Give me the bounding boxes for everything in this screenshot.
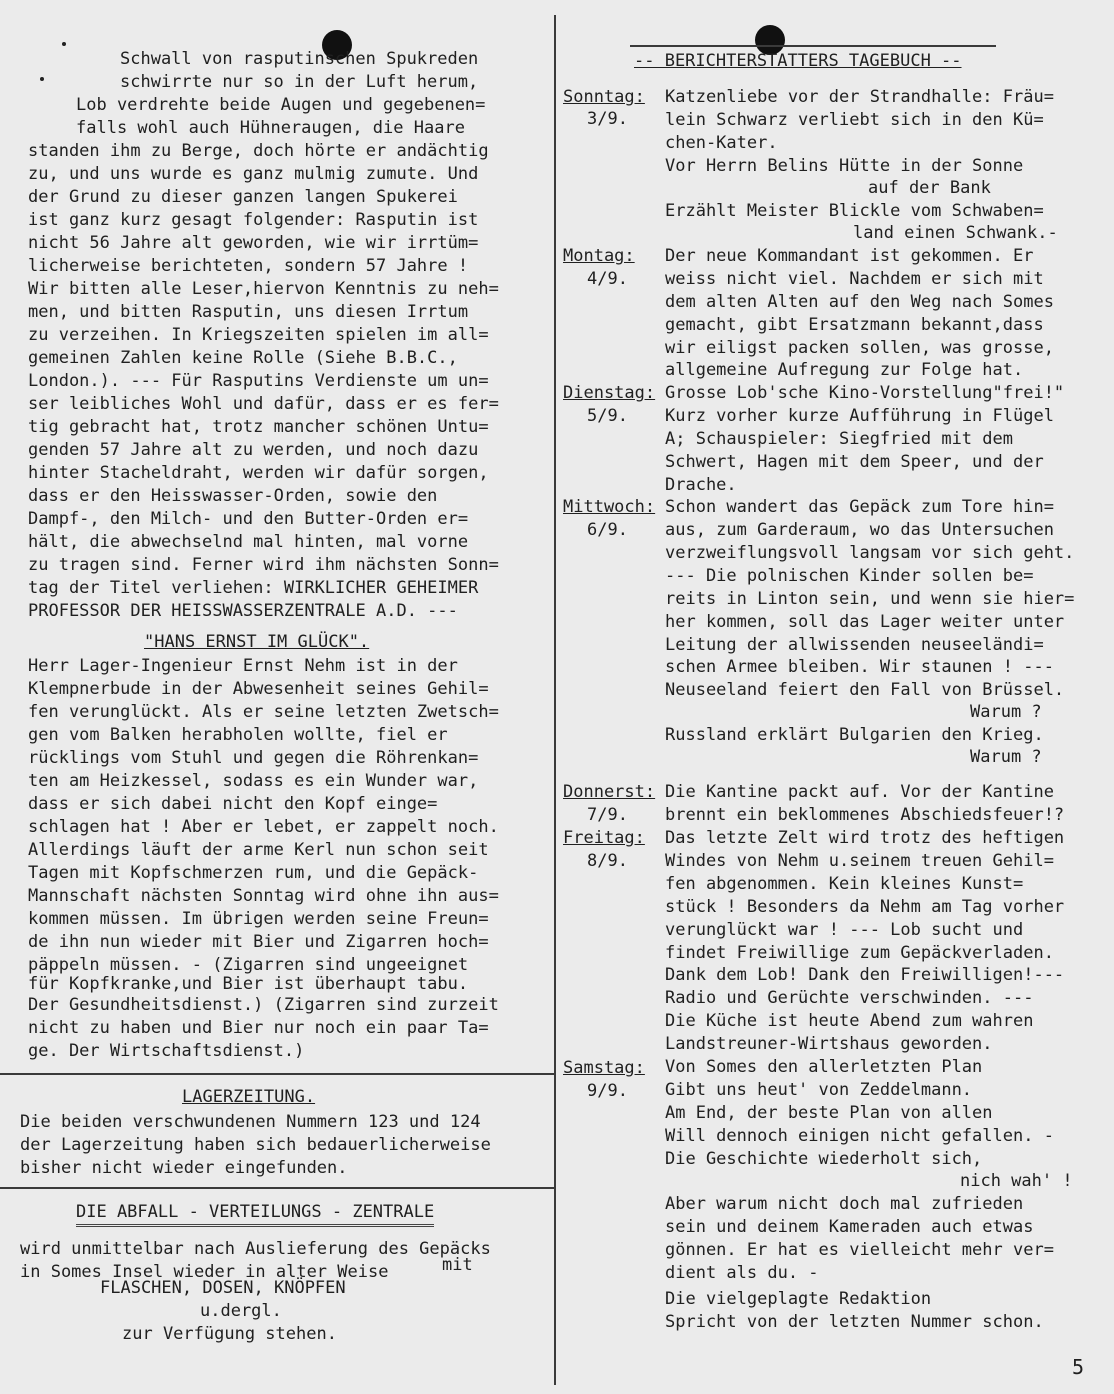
article-line: Herr Lager-Ingenieur Ernst Nehm ist in der (28, 656, 458, 676)
diary-line: Schon wandert das Gepäck zum Tore hin= (665, 497, 1054, 517)
article-line: Die beiden verschwundenen Nummern 123 und 124 (20, 1112, 481, 1132)
article-line: licherweise berichteten, sondern 57 Jahre ! (28, 256, 469, 276)
diary-date: 9/9. (587, 1081, 628, 1101)
diary-line: brennt ein beklommenes Abschiedsfeuer!? (665, 805, 1065, 825)
column-divider (554, 15, 556, 1385)
article-line: genden 57 Jahre alt zu werden, und noch dazu (28, 440, 479, 460)
article-line: mit (442, 1255, 473, 1275)
diary-line: Windes von Nehm u.seinem treuen Gehil= (665, 851, 1054, 871)
article-line: men, und bitten Rasputin, uns diesen Irrtum (28, 302, 469, 322)
diary-line: Warum ? (970, 702, 1042, 722)
diary-line: Die Geschichte wiederholt sich, (665, 1149, 983, 1169)
article-line: standen ihm zu Berge, doch hörte er andächtig (28, 141, 489, 161)
diary-line: her kommen, soll das Lager weiter unter (665, 612, 1065, 632)
article-line: hinter Stacheldraht, werden wir dafür sorgen, (28, 463, 489, 483)
diary-line: Katzenliebe vor der Strandhalle: Fräu= (665, 87, 1054, 107)
article-line: ten am Heizkessel, sodass es ein Wunder war, (28, 771, 479, 791)
diary-line: Die Küche ist heute Abend zum wahren (665, 1011, 1034, 1031)
article-line: zu tragen sind. Ferner wird ihm nächsten Sonn= (28, 555, 499, 575)
article-line: zu verzeihen. In Kriegszeiten spielen im all= (28, 325, 489, 345)
diary-line: Schwert, Hagen mit dem Speer, und der (665, 452, 1044, 472)
page-number: 5 (1072, 1355, 1085, 1379)
article-line: FLASCHEN, DOSEN, KNÖPFEN (100, 1278, 346, 1298)
diary-line: stück ! Besonders da Nehm am Tag vorher (665, 897, 1065, 917)
diary-day-mittwoch: Mittwoch: (563, 497, 656, 517)
article-line: Klempnerbude in der Abwesenheit seines Gehil= (28, 679, 489, 699)
article-line: kommen müssen. Im übrigen werden seine Freun= (28, 909, 489, 929)
diary-line: Neuseeland feiert den Fall von Brüssel. (665, 680, 1065, 700)
article-line: u.dergl. (200, 1301, 282, 1321)
tagebuch-heading: -- BERICHTERSTATTERS TAGEBUCH -- (634, 51, 962, 71)
diary-line: fen abgenommen. Kein kleines Kunst= (665, 874, 1024, 894)
diary-day-montag: Montag: (563, 246, 635, 266)
article-line: ge. Der Wirtschaftsdienst.) (28, 1041, 305, 1061)
diary-line: Dank dem Lob! Dank den Freiwilligen!--- (665, 965, 1065, 985)
article-line: London.). --- Für Rasputins Verdienste um un= (28, 371, 489, 391)
article-line: der Grund zu dieser ganzen langen Spukerei (28, 187, 458, 207)
article-line: rücklings vom Stuhl und gegen die Röhrenkan= (28, 748, 479, 768)
diary-line: nich wah' ! (960, 1171, 1073, 1191)
diary-line: sein und deinem Kameraden auch etwas (665, 1217, 1034, 1237)
diary-line: Drache. (665, 475, 737, 495)
article-line: Dampf-, den Milch- und den Butter-Orden er= (28, 509, 469, 529)
diary-line: dem alten Alten auf den Weg nach Somes (665, 292, 1054, 312)
diary-line: gemacht, gibt Ersatzmann bekannt,dass (665, 315, 1044, 335)
diary-line: Russland erklärt Bulgarien den Krieg. (665, 725, 1044, 745)
diary-line: Die Kantine packt auf. Vor der Kantine (665, 782, 1054, 802)
diary-line: Aber warum nicht doch mal zufrieden (665, 1194, 1024, 1214)
diary-line: --- Die polnischen Kinder sollen be= (665, 566, 1034, 586)
diary-line: verunglückt war ! --- Lob sucht und (665, 920, 1024, 940)
ink-speck (62, 42, 66, 46)
section-rule (0, 1073, 556, 1075)
article-line: nicht 56 Jahre alt geworden, wie wir irrtüm= (28, 233, 479, 253)
article-line: Mannschaft nächsten Sonntag wird ohne ihn aus= (28, 886, 499, 906)
article-line: de ihn nun wieder mit Bier und Zigarren hoch= (28, 932, 489, 952)
lagerzeitung-heading: LAGERZEITUNG. (182, 1087, 316, 1107)
article-line: nicht zu haben und Bier nur noch ein paar Ta= (28, 1018, 489, 1038)
abfall-heading: DIE ABFALL - VERTEILUNGS - ZENTRALE (76, 1201, 434, 1227)
article-line: Lob verdrehte beide Augen und gegebenen= (76, 95, 486, 115)
diary-line: wir eiligst packen sollen, was grosse, (665, 338, 1054, 358)
diary-line: land einen Schwank.- (853, 223, 1058, 243)
diary-line: Grosse Lob'sche Kino-Vorstellung"frei!" (665, 383, 1065, 403)
diary-line: dient als du. - (665, 1263, 819, 1283)
article-line: ser leibliches Wohl und dafür, dass er es fer= (28, 394, 499, 414)
diary-date: 7/9. (587, 805, 628, 825)
article-line: Allerdings läuft der arme Kerl nun schon seit (28, 840, 489, 860)
article-line: in Somes Insel wieder in alter Weise (20, 1262, 389, 1282)
article-line: ist ganz kurz gesagt folgender: Rasputin ist (28, 210, 479, 230)
diary-line: allgemeine Aufregung zur Folge hat. (665, 360, 1024, 380)
editorial-signoff: Spricht von der letzten Nummer schon. (665, 1312, 1044, 1332)
diary-date: 5/9. (587, 406, 628, 426)
diary-line: Radio und Gerüchte verschwinden. --- (665, 988, 1034, 1008)
diary-line: Warum ? (970, 747, 1042, 767)
diary-line: Das letzte Zelt wird trotz des heftigen (665, 828, 1065, 848)
article-line: fen verunglückt. Als er seine letzten Zwetsch= (28, 702, 499, 722)
article-line: für Kopfkranke,und Bier ist überhaupt tabu. (28, 974, 469, 994)
article-line: der Lagerzeitung haben sich bedauerlicherweise (20, 1135, 491, 1155)
editorial-signoff: Die vielgeplagte Redaktion (665, 1289, 932, 1309)
diary-day-sonntag: Sonntag: (563, 87, 645, 107)
article-line: zur Verfügung stehen. (122, 1324, 337, 1344)
diary-date: 4/9. (587, 269, 628, 289)
diary-day-freitag: Freitag: (563, 828, 645, 848)
article-line: falls wohl auch Hühneraugen, die Haare (76, 118, 465, 138)
diary-day-donnerstag: Donnerst: (563, 782, 656, 802)
article-line: Wir bitten alle Leser,hiervon Kenntnis zu neh= (28, 279, 499, 299)
diary-line: Leitung der allwissenden neuseeländi= (665, 635, 1044, 655)
article-line: hält, die abwechselnd mal hinten, mal vorne (28, 532, 469, 552)
diary-line: Will dennoch einigen nicht gefallen. - (665, 1126, 1054, 1146)
article-line: dass er den Heisswasser-Orden, sowie den (28, 486, 438, 506)
hans-heading: "HANS ERNST IM GLÜCK". (144, 632, 370, 652)
diary-line: Erzählt Meister Blickle vom Schwaben= (665, 201, 1044, 221)
diary-day-samstag: Samstag: (563, 1058, 645, 1078)
diary-line: schen Armee bleiben. Wir staunen ! --- (665, 657, 1054, 677)
diary-line: Der neue Kommandant ist gekommen. Er (665, 246, 1034, 266)
article-line: tag der Titel verliehen: WIRKLICHER GEHEIMER (28, 578, 479, 598)
diary-line: aus, zum Garderaum, wo das Untersuchen (665, 520, 1054, 540)
diary-line: gönnen. Er hat es vielleicht mehr ver= (665, 1240, 1054, 1260)
article-line: wird unmittelbar nach Auslieferung des Gepäcks (20, 1239, 491, 1259)
article-line: dass er sich dabei nicht den Kopf einge= (28, 794, 438, 814)
article-line: tig gebracht hat, trotz mancher schönen Untu= (28, 417, 489, 437)
section-rule (0, 1187, 556, 1189)
heading-rule (630, 45, 996, 47)
ink-speck (40, 77, 44, 81)
article-line: schlagen hat ! Aber er lebet, er zappelt noch. (28, 817, 499, 837)
diary-line: chen-Kater. (665, 133, 778, 153)
article-line: Der Gesundheitsdienst.) (Zigarren sind zurzeit (28, 995, 499, 1015)
article-line: PROFESSOR DER HEISSWASSERZENTRALE A.D. --- (28, 601, 458, 621)
article-line: bisher nicht wieder eingefunden. (20, 1158, 348, 1178)
article-line: Tagen mit Kopfschmerzen rum, und die Gepäck- (28, 863, 479, 883)
article-line: Schwall von rasputinschen Spukreden (120, 49, 479, 69)
article-line: gen vom Balken herabholen wollte, fiel er (28, 725, 448, 745)
diary-line: Von Somes den allerletzten Plan (665, 1057, 983, 1077)
diary-line: auf der Bank (868, 178, 991, 198)
diary-line: verzweiflungsvoll langsam vor sich geht. (665, 543, 1075, 563)
diary-line: Am End, der beste Plan von allen (665, 1103, 993, 1123)
diary-line: weiss nicht viel. Nachdem er sich mit (665, 269, 1044, 289)
article-line: zu, und uns wurde es ganz mulmig zumute. Und (28, 164, 479, 184)
article-line: päppeln müssen. - (Zigarren sind ungeeignet (28, 955, 469, 975)
diary-line: reits in Linton sein, und wenn sie hier= (665, 589, 1075, 609)
diary-line: A; Schauspieler: Siegfried mit dem (665, 429, 1013, 449)
diary-line: lein Schwarz verliebt sich in den Kü= (665, 110, 1044, 130)
diary-line: Vor Herrn Belins Hütte in der Sonne (665, 156, 1024, 176)
article-line: schwirrte nur so in der Luft herum, (120, 72, 479, 92)
diary-date: 8/9. (587, 851, 628, 871)
diary-day-dienstag: Dienstag: (563, 383, 656, 403)
diary-line: Gibt uns heut' von Zeddelmann. (665, 1080, 973, 1100)
diary-line: Kurz vorher kurze Aufführung in Flügel (665, 406, 1054, 426)
diary-date: 6/9. (587, 520, 628, 540)
diary-date: 3/9. (587, 109, 628, 129)
article-line: gemeinen Zahlen keine Rolle (Siehe B.B.C., (28, 348, 458, 368)
diary-line: findet Freiwillige zum Gepäckverladen. (665, 943, 1054, 963)
diary-line: Landstreuner-Wirtshaus geworden. (665, 1034, 993, 1054)
